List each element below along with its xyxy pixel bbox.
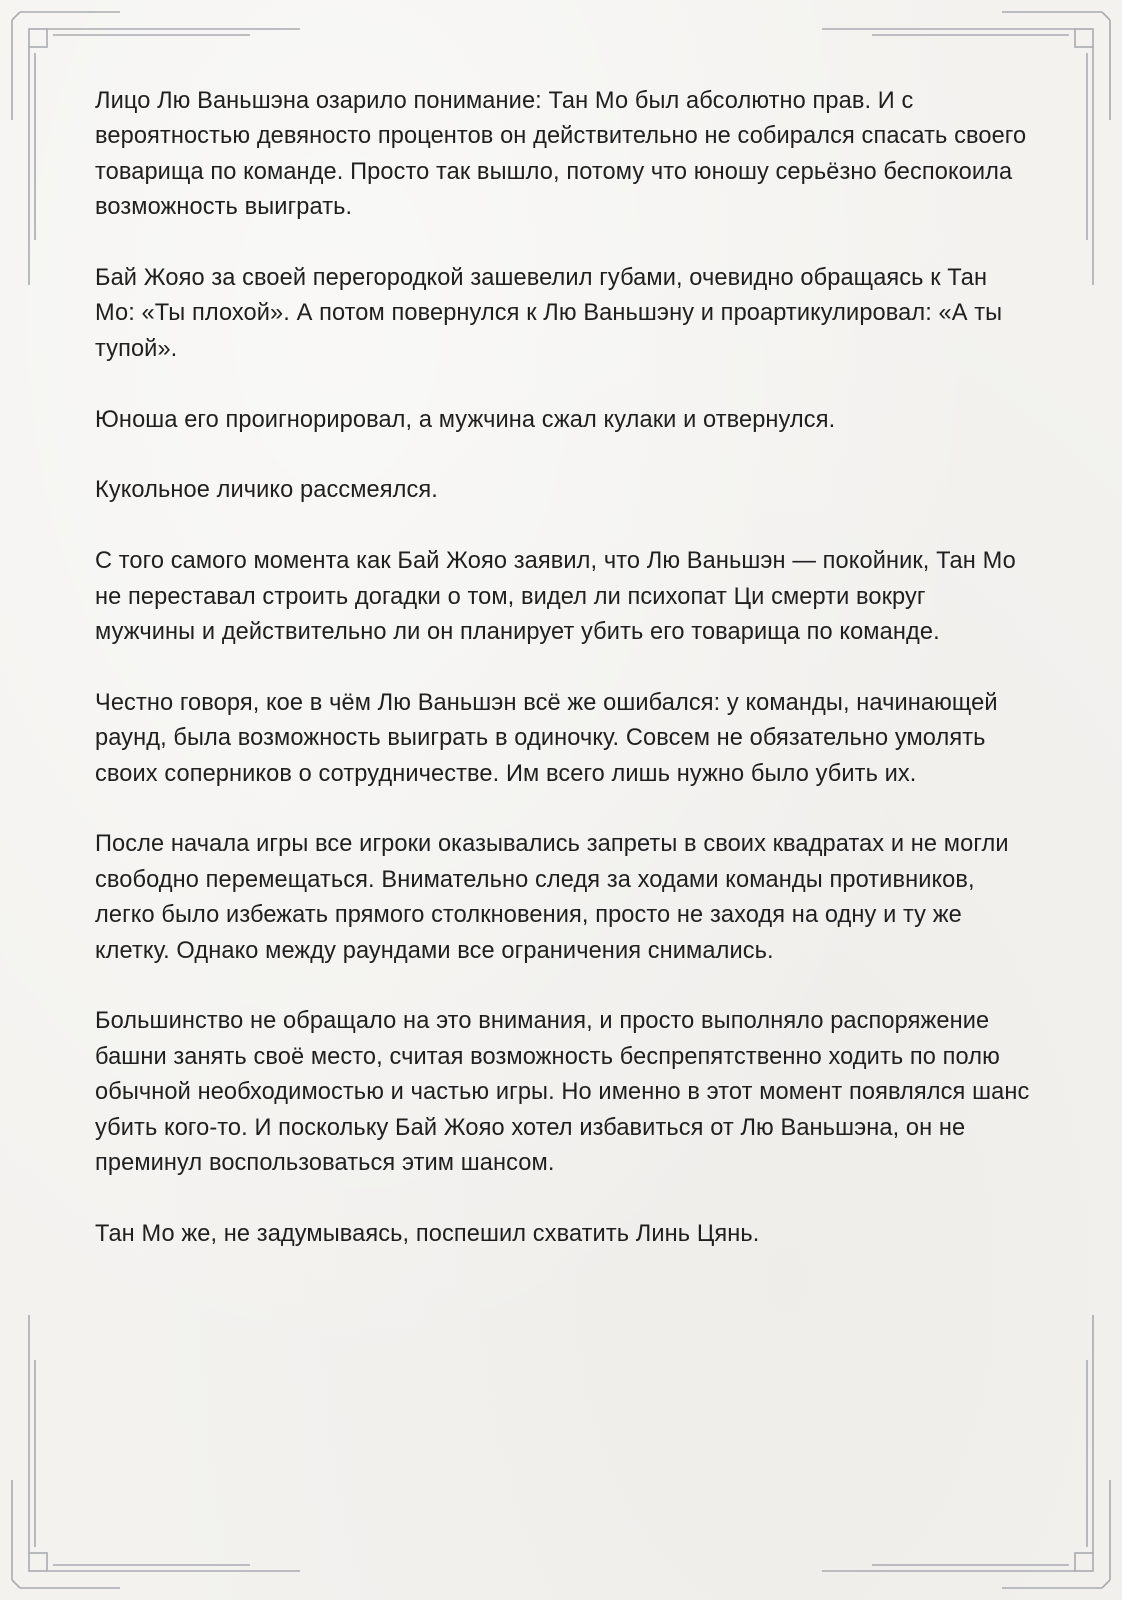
paragraph-2: Бай Жояо за своей перегородкой зашевелил губами, очевидно обращаясь к Тан Мо: «Ты плохой». А потом повернулся к Лю Ваньшэну и проартикулировал: «А ты тупой». (95, 265, 1003, 362)
paragraph-7: После начала игры все игроки оказывались запреты в своих квадратах и не могли свободно перемещаться. Внимательно следя за ходами команды противников, легко было избежать прямого столкновения, просто не заходя на одну и ту же клетку. Однако между раундами все ограничения снимались. (95, 831, 1009, 964)
frame-corner-bottom-right (822, 1315, 1110, 1588)
paragraph-4: Кукольное личико рассмеялся. (95, 477, 438, 504)
frame-corner-bottom-left (12, 1315, 300, 1588)
document-body (95, 84, 1030, 1288)
paragraph-8: Большинство не обращало на это внимания, и просто выполняло распоряжение башни занять своё место, считая возможность беспрепятственно ходить по полю обычной необходимостью и частью игры. Но именно в этот момент появлялся шанс убить кого-то. И поскольку Бай Жояо хотел избавиться от Лю Ваньшэна, он не преминул воспользоваться этим шансом. (95, 1008, 1030, 1177)
paragraph-3: Юноша его проигнорировал, а мужчина сжал кулаки и отвернулся. (95, 406, 836, 433)
paragraph-9: Тан Мо же, не задумываясь, поспешил схватить Линь Цянь. (95, 1220, 760, 1247)
paragraph-5: С того самого момента как Бай Жояо заявил, что Лю Ваньшэн — покойник, Тан Мо не переставал строить догадки о том, видел ли психопат Ци смерти вокруг мужчины и действительно ли он планирует убить его товарища по команде. (95, 548, 1016, 646)
paragraph-6: Честно говоря, кое в чём Лю Ваньшэн всё же ошибался: у команды, начинающей раунд, была возможность выиграть в одиночку. Совсем не обязательно умолять своих соперников о сотрудничестве. Им всего лишь нужно было убить их. (95, 689, 998, 787)
paragraph-1: Лицо Лю Ваньшэна озарило понимание: Тан Мо был абсолютно прав. И с вероятностью девяносто процентов он действительно не собирался спасать своего товарища по команде. Просто так вышло, потому что юношу серьёзно беспокоила возможность выиграть. (95, 88, 1027, 221)
